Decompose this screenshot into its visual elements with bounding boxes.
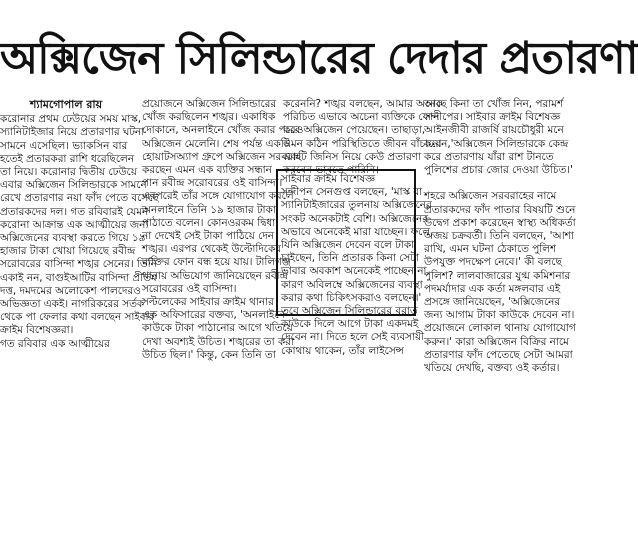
- article-column-3: [283, 98, 443, 177]
- text-line: করছেন এমন এক ব্যক্তির সন্ধান: [142, 164, 272, 177]
- text-line: এবার অক্সিজেন সিলিন্ডারকে সামনে: [0, 179, 147, 192]
- text-line: সন্দীপের। সাইবার ক্রাইম বিশেষজ্ঞ: [424, 111, 561, 124]
- text-line: সরোবরের বাসিন্দা শঙ্খর সেনের। তিনি: [0, 258, 157, 271]
- text-line: হোয়াটসঅ্যাপ গ্রুপে অক্সিজেন সরবরাহ: [142, 150, 302, 163]
- text-line: করুন।' কারা অক্সিজেন বিক্রির নামে: [424, 335, 569, 348]
- text-line: সল্টলেকের সাইবার ক্রাইম থানার: [142, 296, 274, 309]
- text-line: উচিত ছিল।' কিন্তু, কেন তিনি তা: [142, 348, 276, 361]
- text-line: আছে কিনা তা খোঁজ নিন, পরামর্শ: [424, 98, 564, 110]
- text-line: করবেন ভাবতে পারিনি।: [283, 164, 379, 177]
- text-line: আইনজীবী রাজর্ষি রায়চৌধুরী মনে: [424, 124, 564, 137]
- column-4-body: [424, 98, 576, 375]
- text-line: অনলাইনে তিনি ১৯ হাজার টাকা: [142, 203, 276, 216]
- text-line: ক্রাইম বিশেষজ্ঞরা।: [0, 324, 74, 337]
- text-line: দেখা অবশ্যই উচিত। শঙ্খরের তা করা: [142, 335, 294, 348]
- text-line: দোকানে, অনলাইনে খোঁজ করার পরেও: [142, 124, 304, 137]
- text-line: যিনি অক্সিজেন দেবেন বলে টাকা: [281, 239, 415, 252]
- column-2-body: [142, 98, 304, 362]
- text-line: রেখে প্রতারণার নয়া ফাঁদ পেতে বসেছে: [0, 192, 159, 205]
- text-line: না দেখেই সেই টাকা পাঠিয়ে দেন: [142, 230, 275, 243]
- text-line: গত রবিবার এক আত্মীয়ের: [0, 337, 110, 350]
- text-line: হাজার টাকা খোয়া গিয়েছে রবীন্দ্র: [0, 245, 136, 258]
- boxed-quote-body: [281, 173, 434, 358]
- byline: শ্যামগোপাল রায়: [29, 98, 103, 111]
- text-line: শঙ্খর। এরপর থেকেই উল্টোদিকের: [142, 243, 281, 256]
- article-column-1: [0, 98, 159, 398]
- text-line: একটি জিনিস নিয়ে কেউ প্রতারণা: [283, 150, 421, 163]
- text-line: রাখি, এমন ঘটনা ঠেকাতে পুলিশ: [424, 243, 557, 256]
- text-line: [424, 177, 560, 190]
- text-line: ভাবার অবকাশ অনেকেই পাচ্ছেন না,: [281, 265, 430, 278]
- text-line: পদমর্যাদার এক কর্তা মঙ্গলবার এই: [424, 282, 561, 295]
- text-line: করেন,'অক্সিজেন সিলিন্ডারকে কেন্দ্র: [424, 137, 569, 150]
- boxed-quote: [276, 169, 434, 357]
- text-line: কোথায় থাকেন, তাঁর লাইসেন্স: [281, 344, 404, 357]
- text-line: এরপরেই তাঁর সঙ্গে যোগাযোগ করলে: [142, 190, 294, 203]
- text-line: দেবেন না। দিতে হলে সেই ব্যবসায়ী: [281, 331, 425, 344]
- text-line: প্রসঙ্গে জানিয়েছেন, 'অক্সিজেনের: [424, 296, 561, 309]
- text-line: চাইছেন, তিনি প্রতারক কিনা সেটা: [281, 252, 419, 265]
- text-line: এমন কঠিন পরিস্থিতিতে জীবন বাঁচানো: [283, 137, 442, 150]
- text-line: করে অক্সিজেন পেয়েছেন। তাছাড়া,: [283, 124, 426, 137]
- text-line: অভিজ্ঞতা একই। নাগরিকরের সর্তক: [0, 298, 145, 311]
- text-line: এক অফিসারের বক্তব্য, 'অনলাইনে: [142, 309, 285, 322]
- column-3-body: [283, 98, 443, 177]
- text-line: অজয় চক্রবর্তী। তিনি বলছেন, 'আশা: [424, 230, 574, 243]
- article-column-4: [424, 98, 576, 438]
- text-line: খোঁজ করছিলেন শঙ্খর। একাধিক: [142, 111, 276, 124]
- text-line: খতিয়ে দেখছি, বক্তব্য ওই কর্তার।: [424, 362, 560, 375]
- text-line: পাঠাতে বলেন। কোনওরকম দ্বিধা: [142, 216, 276, 229]
- text-line: স্যানিটাইজারের তুলনায় অক্সিজেনের: [281, 199, 432, 212]
- text-line: জন্য আগাম টাকা কাউকে দেবেন না।: [424, 309, 575, 322]
- text-line: করার কথা চিকিৎসকরাও বলছেন।': [281, 291, 422, 304]
- text-line: সরোবরের ওই বাসিন্দা।: [142, 282, 237, 295]
- text-line: করেননি? শঙ্খর বলছেন, আমার অনেক: [283, 98, 443, 110]
- headline: অক্সিজেন সিলিন্ডারের দেদার প্রতারণা: [0, 33, 638, 84]
- column-1-body: [0, 113, 159, 351]
- text-line: প্রতারকদের দল। গত রবিবারই যেমন: [0, 205, 149, 218]
- text-line: প্রতারকদের ফাঁদ পাতার বিষয়টি শুনে: [424, 203, 576, 216]
- text-line: একাই নন, বাগুইআটির বাসিন্দা প্রীতম: [0, 271, 157, 284]
- text-line: থেকে পা ফেলার কথা বলছেন সাইবার: [0, 311, 155, 324]
- text-line: কারণ অবিলম্বে অক্সিজেনের ব্যবস্থা: [281, 278, 423, 291]
- text-line: ব্যক্তির ফোন বন্ধ হয়ে যায়। টালিগঞ্জ: [142, 256, 291, 269]
- text-line: সংকট অনেকটাই বেশি। অক্সিজেনের: [281, 212, 428, 225]
- text-line: উপযুক্ত পদক্ষেপ নেবে।' কী বলছে: [424, 256, 562, 269]
- text-line: কাউকে দিলে আগে টাকা একদমই: [281, 318, 419, 331]
- text-line: তবে অক্সিজেন সিলিন্ডারের বরাত: [281, 305, 418, 318]
- text-line: প্রয়োজনে অক্সিজেন সিলিন্ডারের: [142, 98, 277, 110]
- text-line: করোনা আক্রান্ত এক আত্মীয়ের জন্য: [0, 218, 149, 231]
- text-line: করে প্রতারণায় যাঁরা রাশ টানতে: [424, 150, 554, 163]
- text-line: প্রতারণার ফাঁদ পেতেছে সেটা আমরা: [424, 348, 573, 361]
- text-line: উদ্বেগ প্রকাশ করেছেন স্বাস্থ্য অধিকর্তা: [424, 216, 576, 229]
- text-line: হতেই প্রতারকরা রাশি ধরেছিলেন: [0, 152, 134, 165]
- text-line: স্যানিটাইজার নিয়ে প্রতারণার ঘটনা: [0, 126, 145, 139]
- text-line: অক্সিজেন মেলেনি। শেষ পর্যন্ত একটি: [142, 137, 290, 150]
- text-line: পুলিশের প্রচার জোর দেওয়া উচিত।': [424, 164, 573, 177]
- text-line: তা নিয়ে। করোনার দ্বিতীয় ঢেউয়ে: [0, 166, 137, 179]
- text-line: থানায় অভিযোগ জানিয়েছেন রবীন্দ্র: [142, 269, 289, 282]
- text-line: প্রয়োজনে লোকাল থানায় যোগাযোগ: [424, 322, 576, 335]
- text-line: দত্ত, দমদমের অলোকেশ পালদেরও: [0, 284, 141, 297]
- text-line: সন্দীপন সেনগুপ্ত বলছেন, 'মাস্ক বা: [281, 186, 423, 199]
- text-line: পুলিশ? লালবাজারের যুগ্ম কমিশনার: [424, 269, 571, 282]
- text-line: শহরে অক্সিজেন সরবরাহের নামে: [424, 190, 557, 203]
- text-line: করোনার প্রথম ঢেউয়ের সময় মাস্ক,: [0, 113, 142, 126]
- text-line: পরিচিত এভাবে অচেনা ব্যক্তিকে ফোন: [283, 111, 440, 124]
- text-line: সামনে এসেছিল। ভ্যাকসিন বার: [0, 139, 128, 152]
- text-line: কাউকে টাকা পাঠানোর আগে খতিয়ে: [142, 322, 293, 335]
- article-column-2: [142, 98, 304, 428]
- text-line: অভাবে অনেকেই মারা যাচ্ছেন। ফলে,: [281, 225, 434, 238]
- text-line: সাইবার ক্রাইম বিশেষজ্ঞ: [281, 173, 376, 185]
- text-line: পান রবীন্দ্র সরোবরের ওই বাসিন্দা।: [142, 177, 283, 190]
- text-line: অক্সিজেনের ব্যবস্থা করতে গিয়ে ১৯: [0, 232, 146, 245]
